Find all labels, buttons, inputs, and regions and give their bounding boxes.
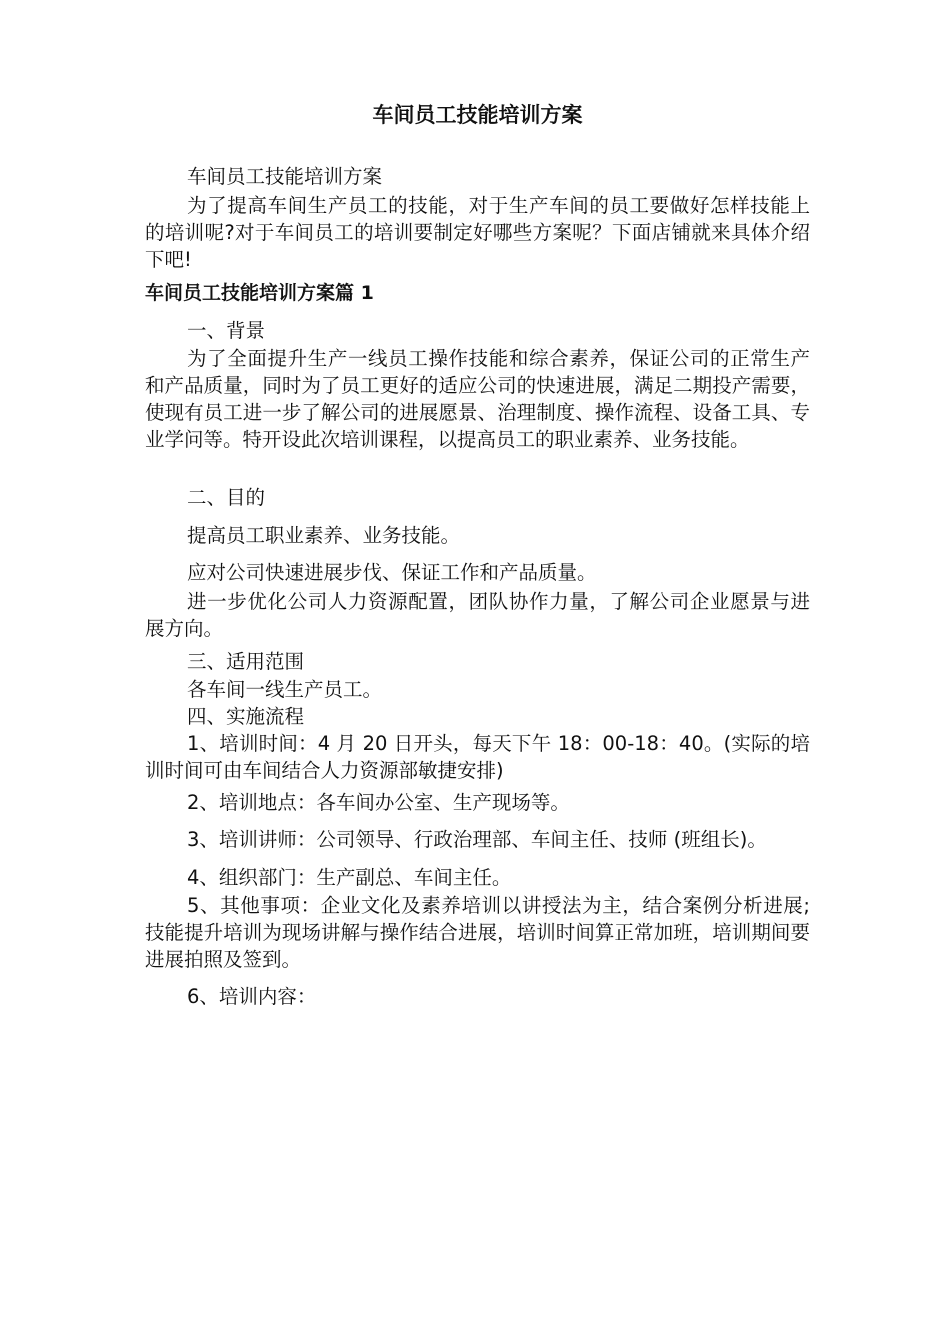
heading-background: 一、背景: [187, 319, 266, 342]
paragraph-process-organizer: 4、组织部门：生产副总、车间主任。: [187, 866, 512, 889]
paragraph-process-trainer: 3、培训讲师：公司领导、行政治理部、车间主任、技师 (班组长)。: [187, 828, 767, 851]
paragraph-process-other: 5、其他事项：企业文化及素养培训以讲授法为主，结合案例分析进展;技能提升培训为现场讲解与操作结合进展，培训时间算正常加班，培训期间要进展拍照及签到。: [145, 894, 810, 971]
paragraph-process-location: 2、培训地点：各车间办公室、生产现场等。: [187, 791, 570, 814]
paragraph-process-time: 1、培训时间：4 月 20 日开头，每天下午 18：00-18：40。(实际的培训时间可由车间结合人力资源部敏捷安排): [145, 732, 810, 782]
heading-process: 四、实施流程: [187, 705, 305, 728]
paragraph-purpose-2: 应对公司快速进展步伐、保证工作和产品质量。: [187, 561, 597, 584]
paragraph-process-content: 6、培训内容：: [187, 985, 317, 1008]
paragraph-intro-title: 车间员工技能培训方案: [187, 165, 383, 188]
section-heading-1: 车间员工技能培训方案篇 1: [145, 282, 374, 304]
paragraph-background: 为了全面提升生产一线员工操作技能和综合素养，保证公司的正常生产和产品质量，同时为了员工更好的适应公司的快速进展，满足二期投产需要，使现有员工进一步了解公司的进展愿景、治理制度、操作流程、设备工具、专业学问等。特开设此次培训课程，以提高员工的职业素养、业务技能。: [145, 347, 810, 451]
heading-purpose: 二、目的: [187, 486, 266, 509]
paragraph-scope: 各车间一线生产员工。: [187, 678, 383, 701]
paragraph-intro: 为了提高车间生产员工的技能，对于生产车间的员工要做好怎样技能上的培训呢?对于车间员工的培训要制定好哪些方案呢？下面店铺就来具体介绍下吧!: [145, 194, 810, 271]
paragraph-purpose-3: 进一步优化公司人力资源配置，团队协作力量，了解公司企业愿景与进展方向。: [145, 590, 810, 640]
document-title: 车间员工技能培训方案: [372, 103, 583, 127]
paragraph-purpose-1: 提高员工职业素养、业务技能。: [187, 524, 461, 547]
heading-scope: 三、适用范围: [187, 650, 305, 673]
